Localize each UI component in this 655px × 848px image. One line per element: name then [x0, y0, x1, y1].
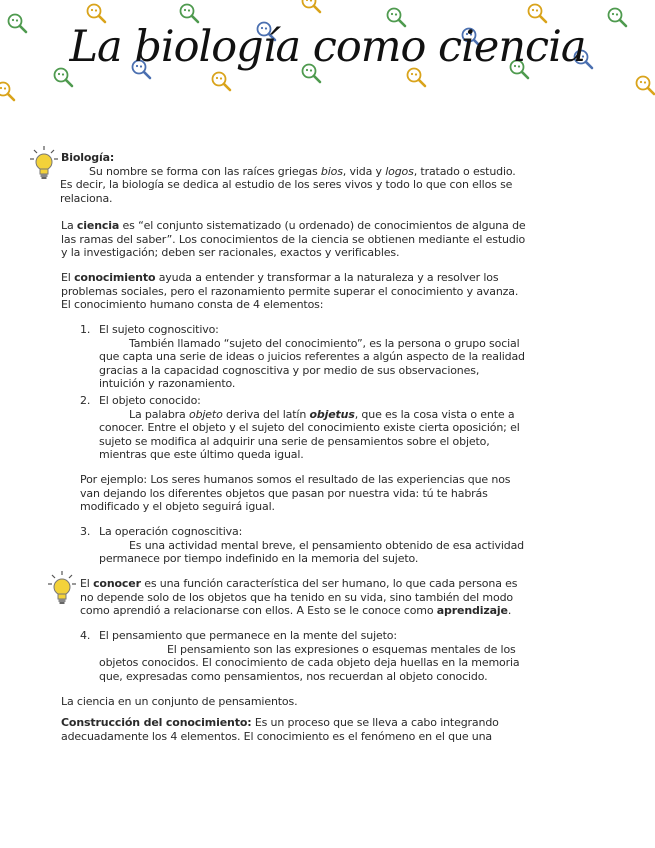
paragraph-line: y la investigación; deben ser racionales, exactos y verificables. [61, 246, 400, 260]
paragraph-line: Es decir, la biología se dedica al estudio de los seres vivos y todo lo que con ellos se [60, 178, 513, 192]
keyword: aprendizaje [436, 604, 508, 618]
text: es una función característica del ser humano, lo que cada persona es [140, 577, 518, 590]
ejemplo-paragraph [80, 473, 510, 514]
list-number: 1. [80, 323, 91, 336]
text: La operación cognoscitiva: [99, 525, 243, 538]
text: deriva del latín [222, 407, 310, 421]
term: logos [385, 164, 414, 178]
text: es “el conjunto sistematizado (u ordenado) de conocimientos de alguna de [119, 219, 526, 232]
list-number: 2. [80, 394, 91, 407]
paragraph-line: adecuadamente los 4 elementos. El conocimiento es el fenómeno en el que una [61, 729, 493, 743]
keyword: Construcción del conocimiento: [61, 716, 252, 729]
page-title: La biología como ciencia [69, 22, 586, 72]
paragraph-line [80, 604, 517, 618]
paragraph-line [61, 716, 499, 730]
list-number: 4. [80, 629, 91, 642]
ciencia-paragraph [61, 219, 526, 260]
term: objeto [188, 407, 223, 421]
paragraph-line: modificado y el objeto seguirá igual. [80, 500, 275, 514]
lightbulb-icon [47, 570, 77, 608]
text: , vida y [342, 164, 386, 178]
conocimiento-paragraph [61, 271, 518, 312]
resumen-paragraph [61, 695, 297, 709]
paragraph-line: conocer. Entre el objeto y el sujeto del conocimiento existe cierta oposición; el [99, 421, 520, 435]
text: , que es la cosa vista o ente a [354, 407, 515, 421]
text: Su nombre se forma con las raíces griegas [89, 164, 321, 178]
paragraph-line: las ramas del saber”. Los conocimientos de la ciencia se obtienen mediante el estudio [61, 232, 526, 246]
magnifier-icon [300, 0, 322, 14]
paragraph-line [80, 408, 520, 422]
paragraph-line [61, 165, 516, 179]
text: El pensamiento que permanece en la mente del sujeto: [99, 629, 397, 642]
list-item [80, 525, 524, 566]
magnifier-icon [634, 74, 655, 96]
paragraph-line [80, 577, 517, 591]
text: El sujeto cognoscitivo: [99, 323, 219, 336]
text: La [61, 219, 77, 232]
list-item [80, 394, 520, 462]
text: como aprendió a relacionarse con ellos. A Esto se le conoce como [80, 604, 437, 618]
list-item [80, 629, 520, 683]
keyword: ciencia [76, 219, 120, 232]
list-item-title [80, 323, 525, 337]
keyword: conocimiento [74, 271, 156, 284]
paragraph-line: Es una actividad mental breve, el pensamiento obtenido de esa actividad [129, 538, 525, 552]
list-number: 3. [80, 525, 91, 538]
magnifier-icon [178, 2, 200, 24]
paragraph-line: relaciona. [60, 191, 113, 205]
paragraph-line: permanece por tiempo indefinido en la memoria del sujeto. [99, 552, 419, 566]
paragraph-line: intuición y razonamiento. [99, 377, 236, 391]
magnifier-icon [526, 2, 548, 24]
biologia-section [61, 151, 516, 205]
text: . [507, 604, 512, 618]
list-item-title [80, 629, 520, 643]
paragraph-line [61, 271, 518, 285]
construccion-paragraph [61, 716, 499, 743]
paragraph-line: mientras que este último queda igual. [99, 448, 304, 462]
magnifier-icon [85, 2, 107, 24]
list-item-title [80, 525, 524, 539]
paragraph-line: que capta una serie de ideas o juicios referentes a algún aspecto de la realidad [99, 350, 525, 364]
text: El [61, 271, 75, 284]
paragraph-line: sujeto se modifica al adquirir una serie de pensamientos sobre el objeto, [99, 434, 490, 448]
paragraph-line: La ciencia en un conjunto de pensamientos. [61, 695, 298, 708]
paragraph-line: El conocimiento humano consta de 4 elementos: [61, 298, 324, 312]
paragraph-line [61, 219, 526, 233]
text: Es un proceso que se lleva a cabo integrando [251, 716, 499, 729]
term: bios [320, 164, 343, 178]
text: El objeto conocido: [99, 394, 201, 407]
text: ayuda a entender y transformar a la naturaleza y a resolver los [155, 271, 499, 284]
paragraph-line: problemas sociales, pero el razonamiento permite superar el conocimiento y avanza. [61, 284, 519, 298]
conocer-paragraph [80, 577, 517, 618]
text: El [80, 577, 94, 590]
keyword: conocer [93, 577, 141, 590]
list-item-title [80, 394, 520, 408]
text: , tratado o estudio. [413, 164, 516, 178]
list-item [80, 323, 525, 391]
lightbulb-icon [29, 145, 59, 183]
section-heading: Biología: [61, 151, 115, 164]
paragraph-line: El pensamiento son las expresiones o esquemas mentales de los [167, 642, 516, 656]
paragraph-line: gracias a la capacidad cognoscitiva y por medio de sus observaciones, [99, 363, 480, 377]
paragraph-line: van dejando los diferentes objetos que pasan por nuestra vida: tú te habrás [80, 486, 488, 500]
paragraph-line: no depende solo de los objetos que ha tenido en su vida, sino también del modo [80, 590, 513, 604]
magnifier-icon [210, 70, 232, 92]
paragraph-line: También llamado “sujeto del conocimiento”, es la persona o grupo social [129, 336, 520, 350]
paragraph-line: Por ejemplo: Los seres humanos somos el resultado de las experiencias que nos [80, 473, 511, 486]
magnifier-icon [0, 80, 16, 102]
paragraph-line: que, expresadas como pensamientos, nos recuerdan al objeto conocido. [99, 669, 488, 683]
paragraph-line: objetos conocidos. El conocimiento de cada objeto deja huellas en la memoria [99, 656, 520, 670]
text: La palabra [129, 407, 189, 421]
term: objetus [309, 407, 355, 421]
